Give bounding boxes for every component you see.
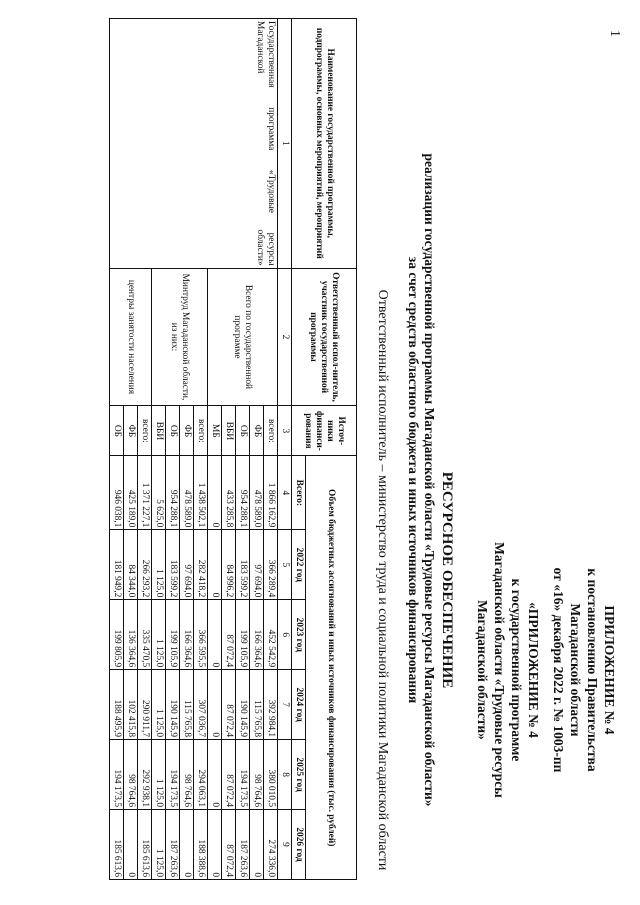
value-cell: 87 072,4 [222, 810, 236, 880]
document-subtitle-line2: за счет средств областного бюджета и иных источников финансирования [406, 256, 421, 704]
value-cell: 366 289,4 [264, 530, 278, 600]
value-cell: 188 388,6 [194, 810, 208, 880]
column-number: 6 [278, 600, 292, 670]
value-cell: 194 173,5 [236, 740, 250, 810]
value-cell: 98 764,6 [180, 740, 194, 810]
executor-cell: Всего по государственной программе [208, 268, 278, 406]
year-header: 2025 год [292, 740, 306, 810]
value-cell: 0 [208, 670, 222, 740]
responsible-executor: Ответственный исполнитель – министерство труда и социальной политики Магаданской области [375, 289, 390, 871]
value-cell: 183 599,2 [236, 530, 250, 600]
value-cell: 1 866 162,9 [264, 456, 278, 530]
value-cell: 98 764,6 [250, 740, 264, 810]
value-cell: 0 [180, 810, 194, 880]
value-cell: 0 [208, 530, 222, 600]
year-header: 2024 год [292, 670, 306, 740]
value-cell: 190 145,9 [236, 670, 250, 740]
value-cell: 292 938,1 [138, 740, 152, 810]
column-number-row [278, 19, 292, 880]
value-cell: 392 984,1 [264, 670, 278, 740]
source-cell: МБ [208, 406, 222, 456]
resource-table [109, 18, 357, 880]
value-cell: 946 038,1 [110, 456, 124, 530]
source-cell: ВБИ [152, 406, 166, 456]
sub-appendix-line3: Магаданской области» [475, 600, 490, 740]
value-cell: 1 125,0 [152, 670, 166, 740]
col-header-volume: Объем бюджетных ассигнований и иных источников финансирования (тыс. рублей) [306, 456, 357, 880]
column-number: 3 [278, 406, 292, 456]
value-cell: 452 542,9 [264, 600, 278, 670]
value-cell: 290 911,7 [138, 670, 152, 740]
appendix-title: ПРИЛОЖЕНИЕ № 4 [602, 605, 617, 735]
value-cell: 194 173,5 [110, 740, 124, 810]
value-cell: 266 293,2 [138, 530, 152, 600]
value-cell: 199 105,9 [236, 600, 250, 670]
table-row [264, 19, 278, 880]
value-cell: 87 072,4 [222, 670, 236, 740]
value-cell: 190 145,9 [166, 670, 180, 740]
year-header: 2026 год [292, 810, 306, 880]
appendix-line1: к постановлению Правительства [585, 568, 600, 772]
value-cell: 194 173,5 [166, 740, 180, 810]
value-cell: 185 613,6 [138, 810, 152, 880]
executor-cell: Минтруд Магаданской области, из них: [152, 268, 208, 406]
source-cell: ФБ [124, 406, 138, 456]
column-number: 1 [278, 19, 292, 269]
value-cell: 199 105,9 [166, 600, 180, 670]
value-cell: 87 072,4 [222, 600, 236, 670]
value-cell: 0 [208, 740, 222, 810]
value-cell: 185 613,6 [110, 810, 124, 880]
source-cell: ФБ [180, 406, 194, 456]
value-cell: 87 072,4 [222, 740, 236, 810]
value-cell: 1 125,0 [152, 810, 166, 880]
value-cell: 5 625,0 [152, 456, 166, 530]
value-cell: 282 418,2 [194, 530, 208, 600]
table-body [110, 19, 278, 880]
source-cell: ВБИ [222, 406, 236, 456]
document-subtitle-line1: реализации государственной программы Магаданской области «Трудовые ресурсы Магаданской области» [422, 153, 437, 807]
appendix-subheader [474, 455, 542, 885]
column-number: 5 [278, 530, 292, 600]
source-cell: всего: [194, 406, 208, 456]
col-header-executor: Ответственный испол-нитель, участник государственной программы [292, 268, 357, 406]
appendix-line2: Магаданской области [568, 603, 583, 737]
year-header: 2022 год [292, 530, 306, 600]
value-cell: 183 599,2 [166, 530, 180, 600]
value-cell: 433 285,8 [222, 456, 236, 530]
column-number: 7 [278, 670, 292, 740]
document-subtitle [405, 130, 437, 830]
value-cell: 954 288,1 [236, 456, 250, 530]
value-cell: 307 036,7 [194, 670, 208, 740]
column-number: 9 [278, 810, 292, 880]
value-cell: 0 [208, 810, 222, 880]
value-cell: 380 010,5 [264, 740, 278, 810]
value-cell: 1 125,0 [152, 600, 166, 670]
source-cell: ОБ [110, 406, 124, 456]
column-number: 2 [278, 268, 292, 406]
source-cell: ОБ [236, 406, 250, 456]
value-cell: 115 765,8 [180, 670, 194, 740]
source-cell: всего: [138, 406, 152, 456]
source-cell: ФБ [250, 406, 264, 456]
value-cell: 102 415,8 [124, 670, 138, 740]
col-header-name: Наименование государственной программы, подпрограммы, основных мероприятий, мероприятий [292, 19, 357, 269]
value-cell: 335 470,5 [138, 600, 152, 670]
value-cell: 954 288,1 [166, 456, 180, 530]
value-cell: 181 949,2 [110, 530, 124, 600]
column-number: 8 [278, 740, 292, 810]
value-cell: 115 765,8 [250, 670, 264, 740]
column-number: 4 [278, 456, 292, 530]
value-cell: 1 125,0 [152, 740, 166, 810]
value-cell: 274 336,0 [264, 810, 278, 880]
value-cell: 187 263,6 [236, 810, 250, 880]
appendix-header [550, 455, 618, 885]
value-cell: 199 805,9 [110, 600, 124, 670]
source-cell: всего: [264, 406, 278, 456]
value-cell: 0 [208, 456, 222, 530]
appendix-date: от «16» декабря 2022 г. № 1003-пп [551, 567, 566, 773]
year-header: 2023 год [292, 600, 306, 670]
value-cell: 1 371 227,1 [138, 456, 152, 530]
sub-appendix-line1: к государственной программе [509, 578, 524, 762]
program-name-cell: Государственная программа «Трудовые ресурсы Магаданской области» [110, 19, 278, 269]
value-cell: 1 125,0 [152, 530, 166, 600]
value-cell: 84 996,2 [222, 530, 236, 600]
value-cell: 166 364,6 [180, 600, 194, 670]
value-cell: 0 [124, 810, 138, 880]
table-header-row [306, 19, 357, 880]
value-cell: 0 [208, 600, 222, 670]
value-cell: 294 063,1 [194, 740, 208, 810]
year-header: Всего: [292, 456, 306, 530]
value-cell: 84 344,0 [124, 530, 138, 600]
value-cell: 0 [250, 810, 264, 880]
source-cell: ОБ [166, 406, 180, 456]
value-cell: 188 495,9 [110, 670, 124, 740]
value-cell: 425 189,0 [124, 456, 138, 530]
col-header-source: Источ-ники финанси-рования [292, 406, 357, 456]
value-cell: 366 595,5 [194, 600, 208, 670]
sub-appendix-line2: Магаданской области «Трудовые ресурсы [492, 542, 507, 798]
value-cell: 1 438 502,1 [194, 456, 208, 530]
value-cell: 478 589,0 [180, 456, 194, 530]
sub-appendix-title: «ПРИЛОЖЕНИЕ № 4 [526, 602, 541, 738]
value-cell: 136 364,6 [124, 600, 138, 670]
value-cell: 97 694,0 [250, 530, 264, 600]
value-cell: 478 589,0 [250, 456, 264, 530]
executor-cell: центры занятости населения [110, 268, 152, 406]
value-cell: 166 364,6 [250, 600, 264, 670]
value-cell: 97 694,0 [180, 530, 194, 600]
document-title: РЕСУРСНОЕ ОБЕСПЕЧЕНИЕ [439, 471, 455, 689]
value-cell: 187 263,6 [166, 810, 180, 880]
value-cell: 98 764,6 [124, 740, 138, 810]
page-number: 1 [607, 30, 622, 37]
